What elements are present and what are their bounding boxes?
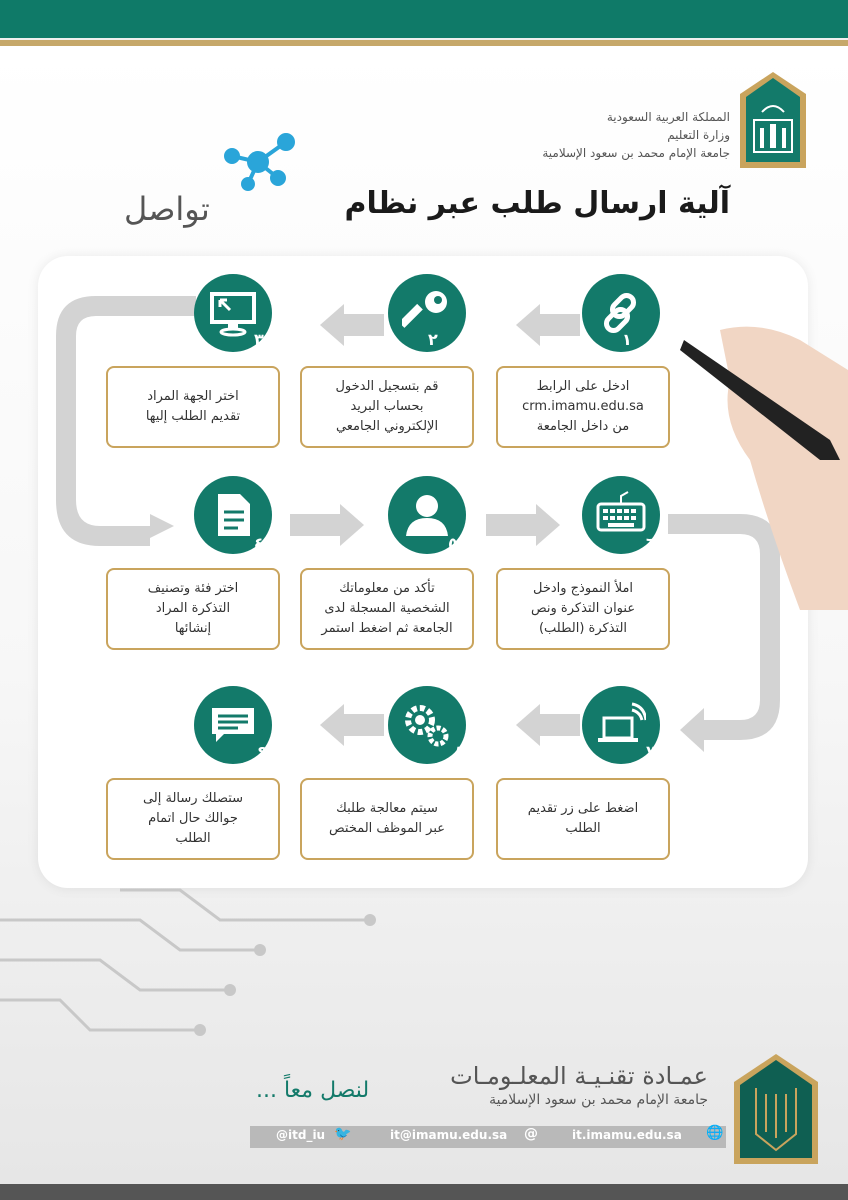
step-3-text [106, 366, 280, 448]
step-4-line: التذكرة المراد [155, 601, 231, 616]
deanship-logo-icon [734, 1054, 818, 1164]
step-9-line: جوالك حال اتمام [148, 811, 238, 826]
step-1-line: من داخل الجامعة [536, 419, 630, 434]
gears-icon [402, 700, 452, 750]
step-2-circle [388, 274, 466, 352]
step-3-circle [194, 274, 272, 352]
user-icon [402, 490, 452, 540]
step-6-line: عنوان التذكرة ونص [530, 601, 636, 616]
step-5-line: تأكد من معلوماتك [339, 581, 435, 596]
step-2-number: ٢ [428, 330, 438, 349]
step-4-text [106, 568, 280, 650]
step-6-circle [582, 476, 660, 554]
step-4-line: إنشائها [174, 621, 212, 636]
step-7-line: الطلب [565, 821, 601, 836]
step-1-line: crm.imamu.edu.sa [522, 399, 644, 414]
kingdom-text: المملكة العربية السعودية [606, 110, 730, 124]
footer-department: عمـادة تقنـيـة المعلـومـات [450, 1062, 708, 1090]
step-1-number: ١ [622, 330, 632, 349]
key-icon [402, 288, 452, 338]
step-2-line: بحساب البريد [350, 399, 424, 414]
laptop-wifi-icon [596, 700, 646, 750]
step-5-line: الجامعة ثم اضغط استمر [321, 621, 453, 636]
step-2-line: الإلكتروني الجامعي [335, 419, 439, 434]
step-7-text [496, 778, 670, 860]
step-8-text [300, 778, 474, 860]
page-title: آلية ارسال طلب عبر نظام [344, 186, 730, 221]
step-2-line: قم بتسجيل الدخول [335, 379, 439, 394]
tawasol-logo: تواصل [124, 190, 210, 228]
step-6-line: التذكرة (الطلب) [538, 621, 628, 636]
email-address[interactable]: it@imamu.edu.sa [390, 1128, 508, 1142]
link-icon [596, 288, 646, 338]
message-icon [208, 700, 258, 750]
website-address[interactable]: it.imamu.edu.sa [572, 1128, 682, 1142]
step-5-number: ٥ [448, 534, 458, 553]
step-3-line: اختر الجهة المراد [147, 389, 239, 404]
step-9-line: ستصلك رسالة إلى [142, 791, 244, 806]
twitter-handle[interactable]: @itd_iu [276, 1128, 326, 1142]
circuit-decoration [0, 880, 420, 1050]
step-9-line: الطلب [175, 831, 211, 846]
step-8-line: سيتم معالجة طلبك [336, 801, 438, 816]
step-1-line: ادخل على الرابط [536, 379, 630, 394]
globe-icon: 🌐 [706, 1125, 724, 1141]
step-5-text [300, 568, 474, 650]
monitor-icon [208, 288, 258, 338]
document-icon [208, 490, 258, 540]
step-1-circle [582, 274, 660, 352]
bottom-color-bar [0, 1184, 848, 1200]
hand-pen-illustration [680, 310, 848, 610]
step-8-circle [388, 686, 466, 764]
step-6-text [496, 568, 670, 650]
at-icon: @ [524, 1126, 538, 1142]
step-5-line: الشخصية المسجلة لدى [324, 601, 450, 616]
step-9-text [106, 778, 280, 860]
step-5-circle [388, 476, 466, 554]
step-4-circle [194, 476, 272, 554]
university-text: جامعة الإمام محمد بن سعود الإسلامية [542, 146, 730, 160]
step-3-number: ٣ [254, 330, 264, 349]
footer-slogan: لنصل معاً ... [256, 1078, 370, 1103]
step-7-number: ٧ [646, 742, 656, 761]
step-6-number: ٦ [646, 534, 656, 553]
ministry-text: وزارة التعليم [667, 128, 730, 142]
step-3-line: تقديم الطلب إليها [145, 409, 241, 424]
step-2-text [300, 366, 474, 448]
step-6-line: املأ النموذج وادخل [532, 581, 634, 596]
step-9-number: ٩ [258, 742, 268, 761]
footer-university: جامعة الإمام محمد بن سعود الإسلامية [489, 1092, 708, 1108]
step-4-line: اختر فئة وتصنيف [147, 581, 239, 596]
twitter-icon: 🐦 [334, 1126, 352, 1142]
step-8-number: ٨ [454, 742, 464, 761]
step-8-line: عبر الموظف المختص [328, 821, 446, 836]
step-1-text [496, 366, 670, 448]
step-7-circle [582, 686, 660, 764]
step-9-circle [194, 686, 272, 764]
step-4-number: ٤ [254, 534, 264, 553]
keyboard-icon [596, 490, 646, 540]
step-7-line: اضغط على زر تقديم [527, 801, 639, 816]
